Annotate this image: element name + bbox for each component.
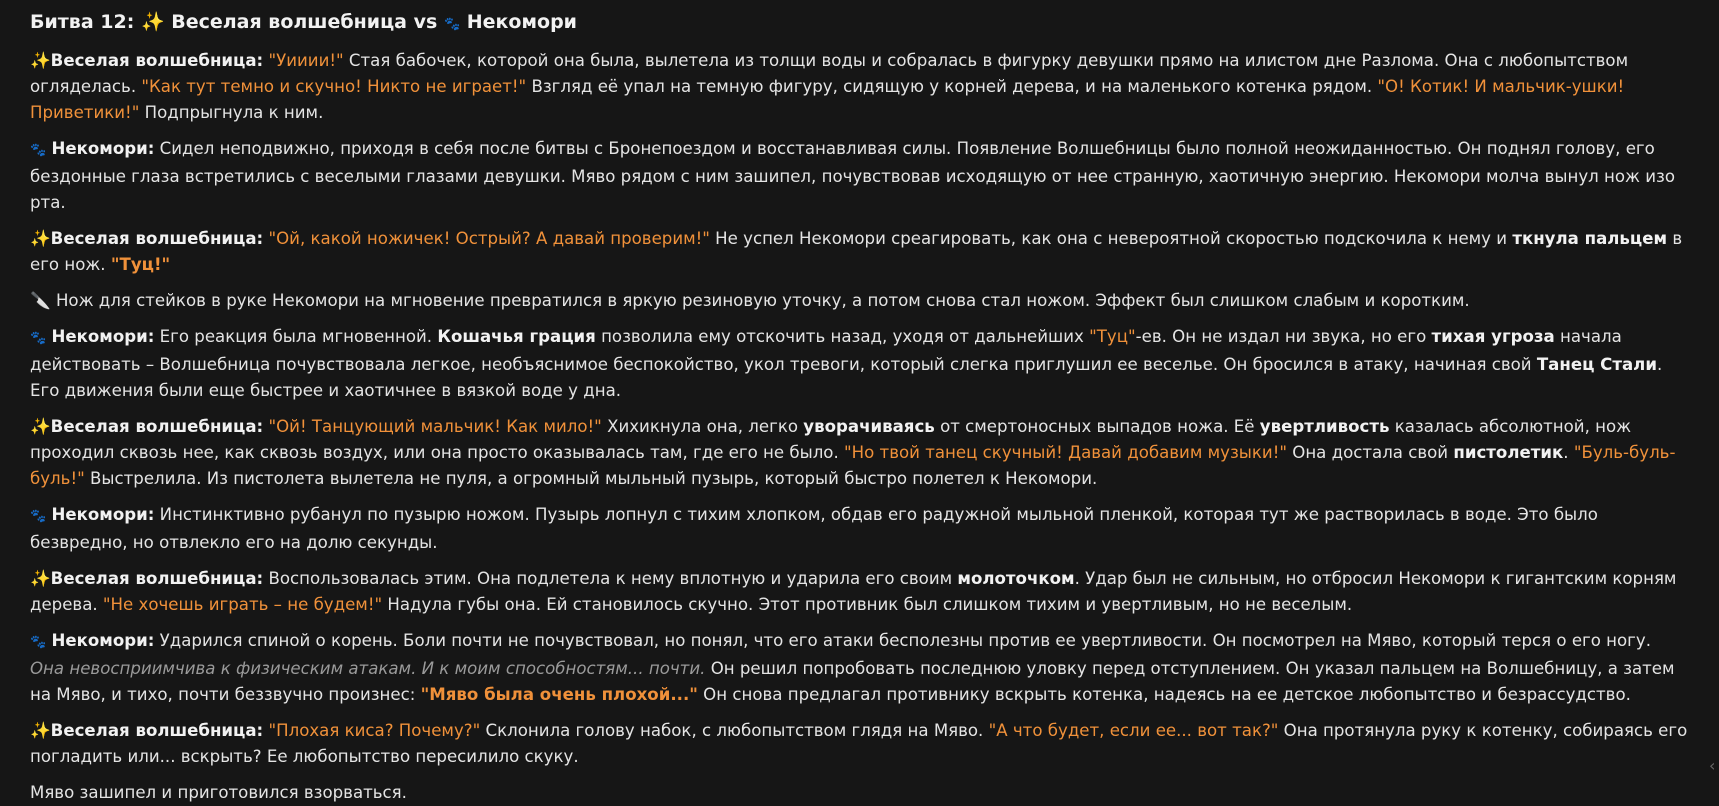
paragraph-5 <box>30 324 1690 404</box>
paragraph-3 <box>30 226 1690 278</box>
text: в его нож. <box>30 229 1683 274</box>
text: от смертоносных выпадов ножа. Её <box>934 417 1260 436</box>
paw-icon: 🐾 <box>30 143 47 158</box>
paragraph-7 <box>30 502 1690 556</box>
text: казалась абсолютной, нож проходил сквозь нее, как сквозь воздух, или она просто оказывалась там, где его не было. <box>30 417 1632 462</box>
quote: "Туц!" <box>110 255 171 274</box>
bold-term: увертливость <box>1259 417 1390 436</box>
paragraph-2 <box>30 136 1690 216</box>
bold-term: уворачиваясь <box>803 417 935 436</box>
scroll-arrow-icon[interactable]: ‹ <box>1709 756 1716 775</box>
bold-term: Кошачья грация <box>437 327 596 346</box>
paw-icon: 🐾 <box>30 509 47 524</box>
sparkle-icon: ✨ <box>30 417 51 436</box>
quote: "Туц" <box>1089 327 1136 346</box>
quote: "Но твой танец скучный! Давай добавим музыки!" <box>844 443 1287 462</box>
title-fighter2: Некомори <box>466 11 577 33</box>
sparkle-icon: ✨ <box>30 229 51 248</box>
paragraph-4 <box>30 288 1690 314</box>
text: . <box>1563 443 1574 462</box>
text: начала действовать – Волшебница почувствовала легкое, необъяснимое беспокойство, укол тревоги, который слегка приглушил ее веселье. Он бросился в атаку, начиная свой <box>30 327 1622 374</box>
paragraph-11 <box>30 780 1690 806</box>
paragraph-6 <box>30 414 1690 492</box>
paragraph-9 <box>30 628 1690 708</box>
quote: "Как тут темно и скучно! Никто не играет!" <box>141 77 527 96</box>
speaker-label: Веселая волшебница: <box>50 417 264 436</box>
quote: "Плохая киса? Почему?" <box>268 721 481 740</box>
battle-log <box>30 8 1690 806</box>
sparkle-icon: ✨ <box>30 721 51 740</box>
text: Сидел неподвижно, приходя в себя после битвы с Бронепоездом и восстанавливая силы. Появление Волшебницы было полной неожиданностью. Он поднял голову, его бездонные глаза встретились с веселыми глазами девушки. Мяво рядом с ним зашипел, почувствовав исходящую от нее странную, хаотичную энергию. Некомори молча вынул нож изо рта. <box>30 139 1676 212</box>
italic-thought: Она невосприимчива к физическим атакам. И к моим способностям... почти. <box>30 659 706 678</box>
sparkle-icon: ✨ <box>140 11 165 33</box>
knife-icon: 🔪 <box>30 291 51 310</box>
text: Ударился спиной о корень. Боли почти не почувствовал, но понял, что его атаки бесполезны против ее увертливости. Он посмотрел на Мяво, который терся о его ногу. <box>154 631 1651 650</box>
paw-icon: 🐾 <box>30 331 47 346</box>
title-vs: vs <box>413 11 438 33</box>
bold-term: молоточком <box>957 569 1075 588</box>
paw-icon: 🐾 <box>443 17 461 32</box>
speaker-label: Некомори: <box>51 139 155 158</box>
quote: "Буль-буль-буль!" <box>30 443 1676 488</box>
speaker-label: Некомори: <box>51 505 155 524</box>
quote: "О! Котик! И мальчик-ушки! Приветики!" <box>30 77 1625 122</box>
text: Воспользовалась этим. Она подлетела к нему вплотную и ударила его своим <box>263 569 958 588</box>
page-title <box>30 8 1690 39</box>
quote: "Ой, какой ножичек! Острый? А давай проверим!" <box>268 229 710 248</box>
text: Выстрелила. Из пистолета вылетела не пуля, а огромный мыльный пузырь, который быстро полетел к Некомори. <box>84 469 1098 488</box>
text: Взгляд её упал на темную фигуру, сидящую у корней дерева, и на маленького котенка рядом. <box>526 77 1378 96</box>
text: Хихикнула она, легко <box>601 417 804 436</box>
speaker-label: Веселая волшебница: <box>50 569 264 588</box>
text: Его реакция была мгновенной. <box>154 327 438 346</box>
sparkle-icon: ✨ <box>30 51 51 70</box>
sparkle-icon: ✨ <box>30 569 51 588</box>
text: Стая бабочек, которой она была, вылетела из толщи воды и собралась в фигурку девушки прямо на илистом дне Разлома. Она с любопытством огляделась. <box>30 51 1629 96</box>
title-fighter1: Веселая волшебница <box>171 11 407 33</box>
text: Он снова предлагал противнику вскрыть котенка, надеясь на ее детское любопытство и безрассудство. <box>697 685 1631 704</box>
title-prefix: Битва 12: <box>30 11 135 33</box>
text: . Его движения были еще быстрее и хаотичнее в вязкой воде у дна. <box>30 355 1663 400</box>
speaker-label: Некомори: <box>51 327 155 346</box>
text: Нож для стейков в руке Некомори на мгновение превратился в яркую резиновую уточку, а потом снова стал ножом. Эффект был слишком слабым и коротким. <box>50 291 1470 310</box>
text: Надула губы она. Ей становилось скучно. Этот противник был слишком тихим и увертливым, но не веселым. <box>382 595 1353 614</box>
speaker-label: Некомори: <box>51 631 155 650</box>
paragraph-10 <box>30 718 1690 770</box>
quote: "Ой! Танцующий мальчик! Как мило!" <box>268 417 602 436</box>
bold-term: ткнула пальцем <box>1512 229 1668 248</box>
quote: "А что будет, если ее... вот так?" <box>988 721 1279 740</box>
quote: "Уииии!" <box>268 51 344 70</box>
speaker-label: Веселая волшебница: <box>50 229 264 248</box>
text: Он решил попробовать последнюю уловку перед отступлением. Он указал пальцем на Волшебницу, а затем на Мяво, и тихо, почти беззвучно произнес: <box>30 659 1675 704</box>
text: позволила ему отскочить назад, уходя от дальнейших <box>595 327 1090 346</box>
paw-icon: 🐾 <box>30 635 47 650</box>
text: Инстинктивно рубанул по пузырю ножом. Пузырь лопнул с тихим хлопком, обдав его радужной мыльной пленкой, которая тут же растворилась в воде. Это было безвредно, но отвлекло его на долю секунды. <box>30 505 1598 552</box>
bold-term: пистолетик <box>1453 443 1564 462</box>
bold-term: Танец Стали <box>1536 355 1657 374</box>
text: . Удар был не сильным, но отбросил Некомори к гигантским корням дерева. <box>30 569 1677 614</box>
text: Она достала свой <box>1286 443 1454 462</box>
text: Она протянула руку к котенку, собираясь его погладить или... вскрыть? Ее любопытство пересилило скуку. <box>30 721 1688 766</box>
text: Мяво зашипел и приготовился взорваться. <box>30 783 407 802</box>
paragraph-8 <box>30 566 1690 618</box>
bold-term: тихая угроза <box>1431 327 1555 346</box>
paragraph-1 <box>30 48 1690 126</box>
text: Склонила голову набок, с любопытством глядя на Мяво. <box>480 721 989 740</box>
text: Подпрыгнула к ним. <box>139 103 324 122</box>
speaker-label: Веселая волшебница: <box>50 51 264 70</box>
quote: "Мяво была очень плохой..." <box>420 685 698 704</box>
text: Не успел Некомори среагировать, как она с невероятной скоростью подскочила к нему и <box>709 229 1513 248</box>
speaker-label: Веселая волшебница: <box>50 721 264 740</box>
quote: "Не хочешь играть – не будем!" <box>102 595 383 614</box>
text: -ев. Он не издал ни звука, но его <box>1135 327 1432 346</box>
